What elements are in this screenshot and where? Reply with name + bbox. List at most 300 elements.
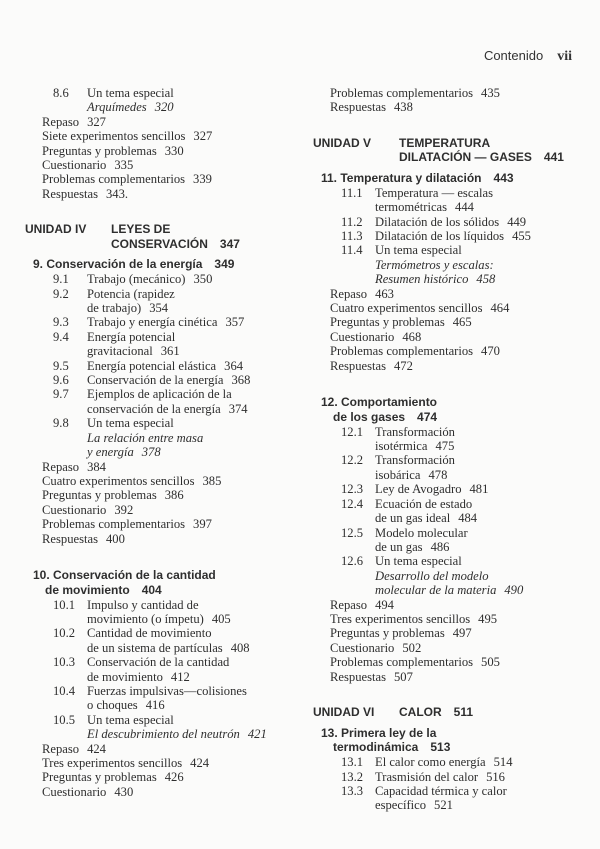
section-title <box>375 784 507 813</box>
section-title-text: Trabajo (mecánico) <box>87 272 186 287</box>
entry-page: 400 <box>105 531 125 546</box>
entry-page: 495 <box>478 611 498 626</box>
section-page: 350 <box>193 272 213 287</box>
toc-entry[interactable] <box>313 670 593 684</box>
section-title-text: isotérmica <box>375 439 428 454</box>
section-title <box>375 482 488 496</box>
section-number: 12.2 <box>341 453 364 468</box>
section-title-text: Transformación <box>375 453 455 468</box>
section-title-text: La relación entre masa <box>87 430 204 445</box>
toc-entry[interactable] <box>25 742 310 756</box>
section-page: 408 <box>230 640 250 655</box>
section-title <box>87 86 174 115</box>
toc-entry[interactable] <box>313 359 593 373</box>
section-title-line <box>87 684 247 698</box>
section-title-line <box>375 540 468 554</box>
toc-entry[interactable] <box>25 129 310 143</box>
section-page: 475 <box>435 439 455 454</box>
chapter-page: 474 <box>417 409 438 424</box>
section-title-text: Temperatura — escalas <box>375 185 493 200</box>
toc-section[interactable] <box>313 186 593 215</box>
section-number: 9.3 <box>53 315 69 330</box>
unit-title-line <box>111 222 240 237</box>
section-title-text: Dilatación de los sólidos <box>375 214 500 229</box>
section-title <box>87 272 212 286</box>
section-title <box>87 287 175 316</box>
section-title-text: Trasmisión del calor <box>375 769 479 784</box>
section-title-line <box>375 583 523 597</box>
toc-section[interactable] <box>25 387 310 416</box>
section-title-line <box>375 258 495 272</box>
section-title-line <box>87 670 229 684</box>
section-title-text: termométricas <box>375 200 448 215</box>
section-title <box>87 373 250 387</box>
section-title <box>375 526 468 555</box>
toc-entry[interactable] <box>313 330 593 344</box>
section-title-text: Ejemplos de aplicación de la <box>87 387 232 402</box>
unit-title-text: LEYES DE <box>111 222 171 237</box>
entry-page: 327 <box>87 114 106 129</box>
section-title-line <box>87 445 203 459</box>
chapter-title-line <box>321 410 593 425</box>
toc-section[interactable] <box>25 373 310 387</box>
section-page: 416 <box>145 698 165 713</box>
toc-section[interactable] <box>313 453 593 482</box>
chapter-heading[interactable] <box>313 726 593 756</box>
toc-section[interactable] <box>313 784 593 813</box>
unit-title-line <box>399 705 473 720</box>
section-title-text: Impulso y cantidad de <box>87 597 199 612</box>
section-title-text: Conservación de la energía <box>87 373 224 388</box>
toc-section[interactable] <box>313 425 593 454</box>
section-number: 9.2 <box>53 286 69 301</box>
entry-title: Preguntas y problemas <box>42 143 157 158</box>
toc-entry[interactable] <box>25 770 310 784</box>
section-title-text: Transformación <box>375 424 455 439</box>
section-number: 9.7 <box>53 387 69 402</box>
toc-entry[interactable] <box>25 158 310 172</box>
section-title <box>87 416 203 459</box>
entry-page: 502 <box>402 640 422 655</box>
header-title: Contenido <box>483 48 544 63</box>
section-number: 9.6 <box>53 373 69 388</box>
section-title-text: Resumen histórico <box>375 272 469 287</box>
toc-entry[interactable] <box>25 187 310 201</box>
entry-title: Problemas complementarios <box>330 655 474 670</box>
entry-page: 424 <box>87 741 106 756</box>
section-title <box>375 453 455 482</box>
entry-title: Repaso <box>42 459 80 474</box>
entry-page: 385 <box>202 473 222 488</box>
chapter-heading[interactable] <box>25 568 310 598</box>
entry-page: 386 <box>164 488 184 503</box>
section-title-line <box>375 554 523 568</box>
entry-page: 343. <box>105 186 129 201</box>
section-number: 12.5 <box>341 525 364 540</box>
unit-title-line <box>111 237 240 252</box>
section-number: 10.1 <box>53 597 76 612</box>
section-number: 12.3 <box>341 482 364 497</box>
toc-entry[interactable] <box>313 655 593 669</box>
section-title-line <box>375 229 531 243</box>
section-title <box>87 598 231 627</box>
section-number: 11.4 <box>341 243 363 258</box>
entry-title: Siete experimentos sencillos <box>42 129 186 144</box>
unit-title <box>399 136 564 165</box>
section-title-text: de un gas ideal <box>375 511 451 526</box>
toc-entry[interactable] <box>25 460 310 474</box>
entry-page: 384 <box>87 459 106 474</box>
section-title-text: de un gas <box>375 539 423 554</box>
section-page: 444 <box>455 200 474 215</box>
header-page-number: vii <box>557 49 572 64</box>
chapter-page: 513 <box>430 740 451 755</box>
section-title-line <box>87 387 248 401</box>
section-title <box>87 387 248 416</box>
chapter-heading[interactable] <box>313 171 593 186</box>
entry-title: Respuestas <box>330 669 386 684</box>
entry-title: Tres experimentos sencillos <box>42 756 183 771</box>
section-title-line <box>375 186 493 200</box>
section-title-line <box>87 330 180 344</box>
toc-section[interactable] <box>313 215 593 229</box>
entry-page: 463 <box>375 286 394 301</box>
section-title-text: gravitacional <box>87 344 153 359</box>
entry-page: 438 <box>393 100 413 115</box>
toc-section[interactable] <box>313 526 593 555</box>
entry-page: 397 <box>193 517 212 532</box>
section-title-line <box>375 755 513 769</box>
toc-section[interactable] <box>313 229 593 243</box>
entry-title: Problemas complementarios <box>330 344 474 359</box>
entry-title: Preguntas y problemas <box>42 488 157 503</box>
toc-section[interactable] <box>25 330 310 359</box>
section-title-text: o choques <box>87 698 138 713</box>
section-title-text: Un tema especial <box>87 712 174 727</box>
section-title-line <box>87 344 180 358</box>
section-title-text: Ley de Avogadro <box>375 482 462 497</box>
entry-title: Cuestionario <box>42 784 107 799</box>
toc-entry[interactable] <box>25 517 310 531</box>
entry-title: Cuatro experimentos sencillos <box>42 473 195 488</box>
section-title-line <box>87 287 175 301</box>
entry-title: Respuestas <box>42 186 98 201</box>
toc-entry[interactable] <box>313 598 593 612</box>
section-title <box>375 243 495 286</box>
section-title-text: Trabajo y energía cinética <box>87 315 218 330</box>
toc-section[interactable] <box>25 86 310 115</box>
section-title-line <box>87 272 212 286</box>
section-number: 12.6 <box>341 554 364 569</box>
toc-section[interactable] <box>313 770 593 784</box>
chapter-title-text: 9. Conservación de la energía <box>33 257 203 272</box>
toc-entry[interactable] <box>25 474 310 488</box>
toc-entry[interactable] <box>25 488 310 502</box>
entry-page: 470 <box>481 344 500 359</box>
entry-title: Problemas complementarios <box>42 517 186 532</box>
toc-section[interactable] <box>25 626 310 655</box>
unit-page: 347 <box>219 236 240 251</box>
section-title-line <box>87 727 267 741</box>
section-title-line <box>375 770 505 784</box>
section-title-line <box>87 713 267 727</box>
toc-entry[interactable] <box>25 503 310 517</box>
section-title <box>375 229 531 243</box>
section-title <box>87 359 243 373</box>
section-title-line <box>375 569 523 583</box>
section-number: 9.4 <box>53 329 69 344</box>
section-title <box>375 755 513 769</box>
toc-entry[interactable] <box>25 172 310 186</box>
section-title-line <box>375 511 477 525</box>
section-title <box>375 770 505 784</box>
unit-title-text: DILATACIÓN — GASES <box>399 150 532 165</box>
section-page: 368 <box>231 373 251 388</box>
section-number: 10.3 <box>53 655 76 670</box>
section-number: 12.1 <box>341 424 364 439</box>
chapter-title-text: 11. Temperatura y dilatación <box>321 171 482 185</box>
section-number: 11.2 <box>341 214 363 229</box>
unit-title <box>399 705 473 720</box>
toc-entry[interactable] <box>313 344 593 358</box>
section-number: 11.3 <box>341 229 363 244</box>
section-title-text: de un sistema de partículas <box>87 640 223 655</box>
chapter-title-line <box>321 726 593 741</box>
toc-section[interactable] <box>25 598 310 627</box>
section-title-line <box>375 200 493 214</box>
unit-page: 441 <box>543 150 564 165</box>
entry-title: Cuestionario <box>42 158 107 173</box>
unit-label: UNIDAD V <box>313 135 372 150</box>
section-page: 320 <box>154 100 174 115</box>
section-title-text: Fuerzas impulsivas—colisiones <box>87 683 247 698</box>
unit-title-line <box>399 150 564 165</box>
toc-entry[interactable] <box>313 612 593 626</box>
section-page: 378 <box>141 445 161 460</box>
unit-title-line <box>399 136 564 151</box>
toc-section[interactable] <box>313 243 593 286</box>
entry-page: 327 <box>193 129 213 144</box>
section-title-text: y energía <box>87 445 134 460</box>
chapter-page: 404 <box>141 582 162 597</box>
unit-page: 511 <box>453 704 474 719</box>
section-title <box>87 655 229 684</box>
section-title-text: Cantidad de movimiento <box>87 626 212 641</box>
section-title-text: molecular de la materia <box>375 583 497 598</box>
section-title-text: Energía potencial <box>87 329 176 344</box>
unit-title-text: TEMPERATURA <box>399 135 491 150</box>
section-title-line <box>87 626 250 640</box>
chapter-heading[interactable] <box>25 257 310 272</box>
entry-title: Respuestas <box>330 358 386 373</box>
unit-label: UNIDAD IV <box>25 222 87 237</box>
section-title-text: movimiento (o ímpetu) <box>87 611 204 626</box>
section-page: 374 <box>228 401 248 416</box>
unit-heading[interactable] <box>313 705 593 720</box>
entry-title: Tres experimentos sencillos <box>330 611 471 626</box>
section-title-text: Arquímedes <box>87 100 147 115</box>
section-page: 490 <box>504 583 524 598</box>
section-title-line <box>87 612 231 626</box>
entry-page: 424 <box>190 756 210 771</box>
toc-entry[interactable] <box>313 86 593 100</box>
section-page: 354 <box>149 301 169 316</box>
section-page: 486 <box>430 539 450 554</box>
entry-page: 505 <box>481 655 500 670</box>
entry-title: Preguntas y problemas <box>330 626 445 641</box>
section-number: 10.2 <box>53 626 76 641</box>
entry-title: Repaso <box>330 286 368 301</box>
section-title <box>375 554 523 597</box>
section-number: 10.5 <box>53 712 76 727</box>
toc-entry[interactable] <box>313 641 593 655</box>
section-title-line <box>375 425 455 439</box>
section-title-line <box>375 468 455 482</box>
section-title-line <box>87 86 174 100</box>
chapter-title-text: 10. Conservación de la cantidad <box>33 567 216 582</box>
section-title-line <box>375 526 468 540</box>
section-title-text: Ecuación de estado <box>375 496 473 511</box>
section-title-line <box>87 655 229 669</box>
section-title-text: Energía potencial elástica <box>87 358 217 373</box>
chapter-title-line <box>321 171 593 186</box>
unit-heading[interactable] <box>25 222 310 251</box>
section-number: 10.4 <box>53 683 76 698</box>
entry-title: Problemas complementarios <box>42 172 186 187</box>
section-title-text: isobárica <box>375 467 421 482</box>
entry-title: Repaso <box>330 597 368 612</box>
toc-section[interactable] <box>25 416 310 459</box>
toc-section[interactable] <box>25 272 310 286</box>
section-page: 412 <box>170 669 190 684</box>
section-title-text: conservación de la energía <box>87 401 221 416</box>
section-title-line <box>375 439 455 453</box>
toc-entry[interactable] <box>313 301 593 315</box>
toc-entry[interactable] <box>25 756 310 770</box>
section-title <box>87 713 267 742</box>
section-title-text: Dilatación de los líquidos <box>375 229 505 244</box>
toc-section[interactable] <box>25 315 310 329</box>
section-number: 13.3 <box>341 783 364 798</box>
section-page: 357 <box>225 315 245 330</box>
toc-section[interactable] <box>313 482 593 496</box>
section-number: 13.2 <box>341 769 364 784</box>
section-page: 481 <box>469 482 489 497</box>
section-title-text: Un tema especial <box>375 243 462 258</box>
section-title-text: El descubrimiento del neutrón <box>87 727 240 742</box>
section-title-line <box>87 100 174 114</box>
section-title-line <box>87 301 175 315</box>
section-number: 9.8 <box>53 416 69 431</box>
entry-page: 468 <box>402 329 422 344</box>
section-title-text: Termómetros y escalas: <box>375 257 494 272</box>
unit-title-text: CALOR <box>399 704 442 719</box>
section-page: 421 <box>247 727 267 742</box>
entry-page: 430 <box>114 784 134 799</box>
entry-title: Respuestas <box>42 531 98 546</box>
entry-title: Cuatro experimentos sencillos <box>330 301 483 316</box>
entry-page: 494 <box>375 597 394 612</box>
entry-page: 426 <box>164 770 184 785</box>
section-title-text: Potencia (rapidez <box>87 286 175 301</box>
toc-entry[interactable] <box>313 287 593 301</box>
section-title-line <box>375 215 526 229</box>
chapter-title-text: termodinámica <box>333 740 419 755</box>
section-title <box>87 315 244 329</box>
section-title-line <box>87 431 203 445</box>
entry-title: Preguntas y problemas <box>330 315 445 330</box>
chapter-title-line <box>321 740 593 755</box>
entry-page: 472 <box>393 358 413 373</box>
entry-title: Cuestionario <box>42 502 107 517</box>
toc-section[interactable] <box>25 684 310 713</box>
toc-entry[interactable] <box>313 315 593 329</box>
section-page: 478 <box>428 467 448 482</box>
section-title-text: El calor como energía <box>375 755 486 770</box>
section-title-line <box>375 243 495 257</box>
chapter-page: 349 <box>214 257 235 272</box>
section-number: 12.4 <box>341 496 364 511</box>
toc-entry[interactable] <box>25 532 310 546</box>
section-title-text: de trabajo) <box>87 301 142 316</box>
toc-section[interactable] <box>25 655 310 684</box>
toc-section[interactable] <box>313 497 593 526</box>
chapter-title-text: de los gases <box>333 409 406 424</box>
toc-right-column <box>313 86 593 813</box>
section-title-line <box>87 698 247 712</box>
chapter-title-text: 13. Primera ley de la <box>321 725 437 740</box>
toc-section[interactable] <box>25 287 310 316</box>
section-page: 361 <box>160 344 180 359</box>
unit-title-text: CONSERVACIÓN <box>111 236 208 251</box>
toc-entry[interactable] <box>25 144 310 158</box>
entry-page: 435 <box>481 86 500 100</box>
section-title <box>87 684 247 713</box>
entry-title: Repaso <box>42 741 80 756</box>
section-title-text: Capacidad térmica y calor <box>375 783 507 798</box>
entry-page: 330 <box>164 143 184 158</box>
section-title-text: Modelo molecular <box>375 525 468 540</box>
section-title-text: Un tema especial <box>375 554 462 569</box>
section-page: 449 <box>507 214 527 229</box>
unit-heading[interactable] <box>313 136 593 165</box>
chapter-title-line <box>33 257 310 272</box>
running-header <box>484 48 572 65</box>
section-title <box>375 497 477 526</box>
chapter-heading[interactable] <box>313 395 593 425</box>
section-page: 364 <box>224 358 244 373</box>
section-title <box>375 215 526 229</box>
toc-entry[interactable] <box>25 785 310 799</box>
toc-section[interactable] <box>313 755 593 769</box>
section-title-line <box>87 315 244 329</box>
toc-entry[interactable] <box>313 100 593 114</box>
chapter-title-line <box>33 583 310 598</box>
section-title-line <box>87 416 203 430</box>
entry-page: 464 <box>490 301 510 316</box>
entry-page: 507 <box>393 669 413 684</box>
entry-title: Repaso <box>42 114 80 129</box>
chapter-title-text: 12. Comportamiento <box>321 395 438 410</box>
toc-section[interactable] <box>25 359 310 373</box>
toc-section[interactable] <box>313 554 593 597</box>
section-title-text: Un tema especial <box>87 416 174 431</box>
section-title-line <box>375 453 455 467</box>
toc-section[interactable] <box>25 713 310 742</box>
toc-entry[interactable] <box>313 626 593 640</box>
toc-entry[interactable] <box>25 115 310 129</box>
section-page: 521 <box>434 798 453 813</box>
